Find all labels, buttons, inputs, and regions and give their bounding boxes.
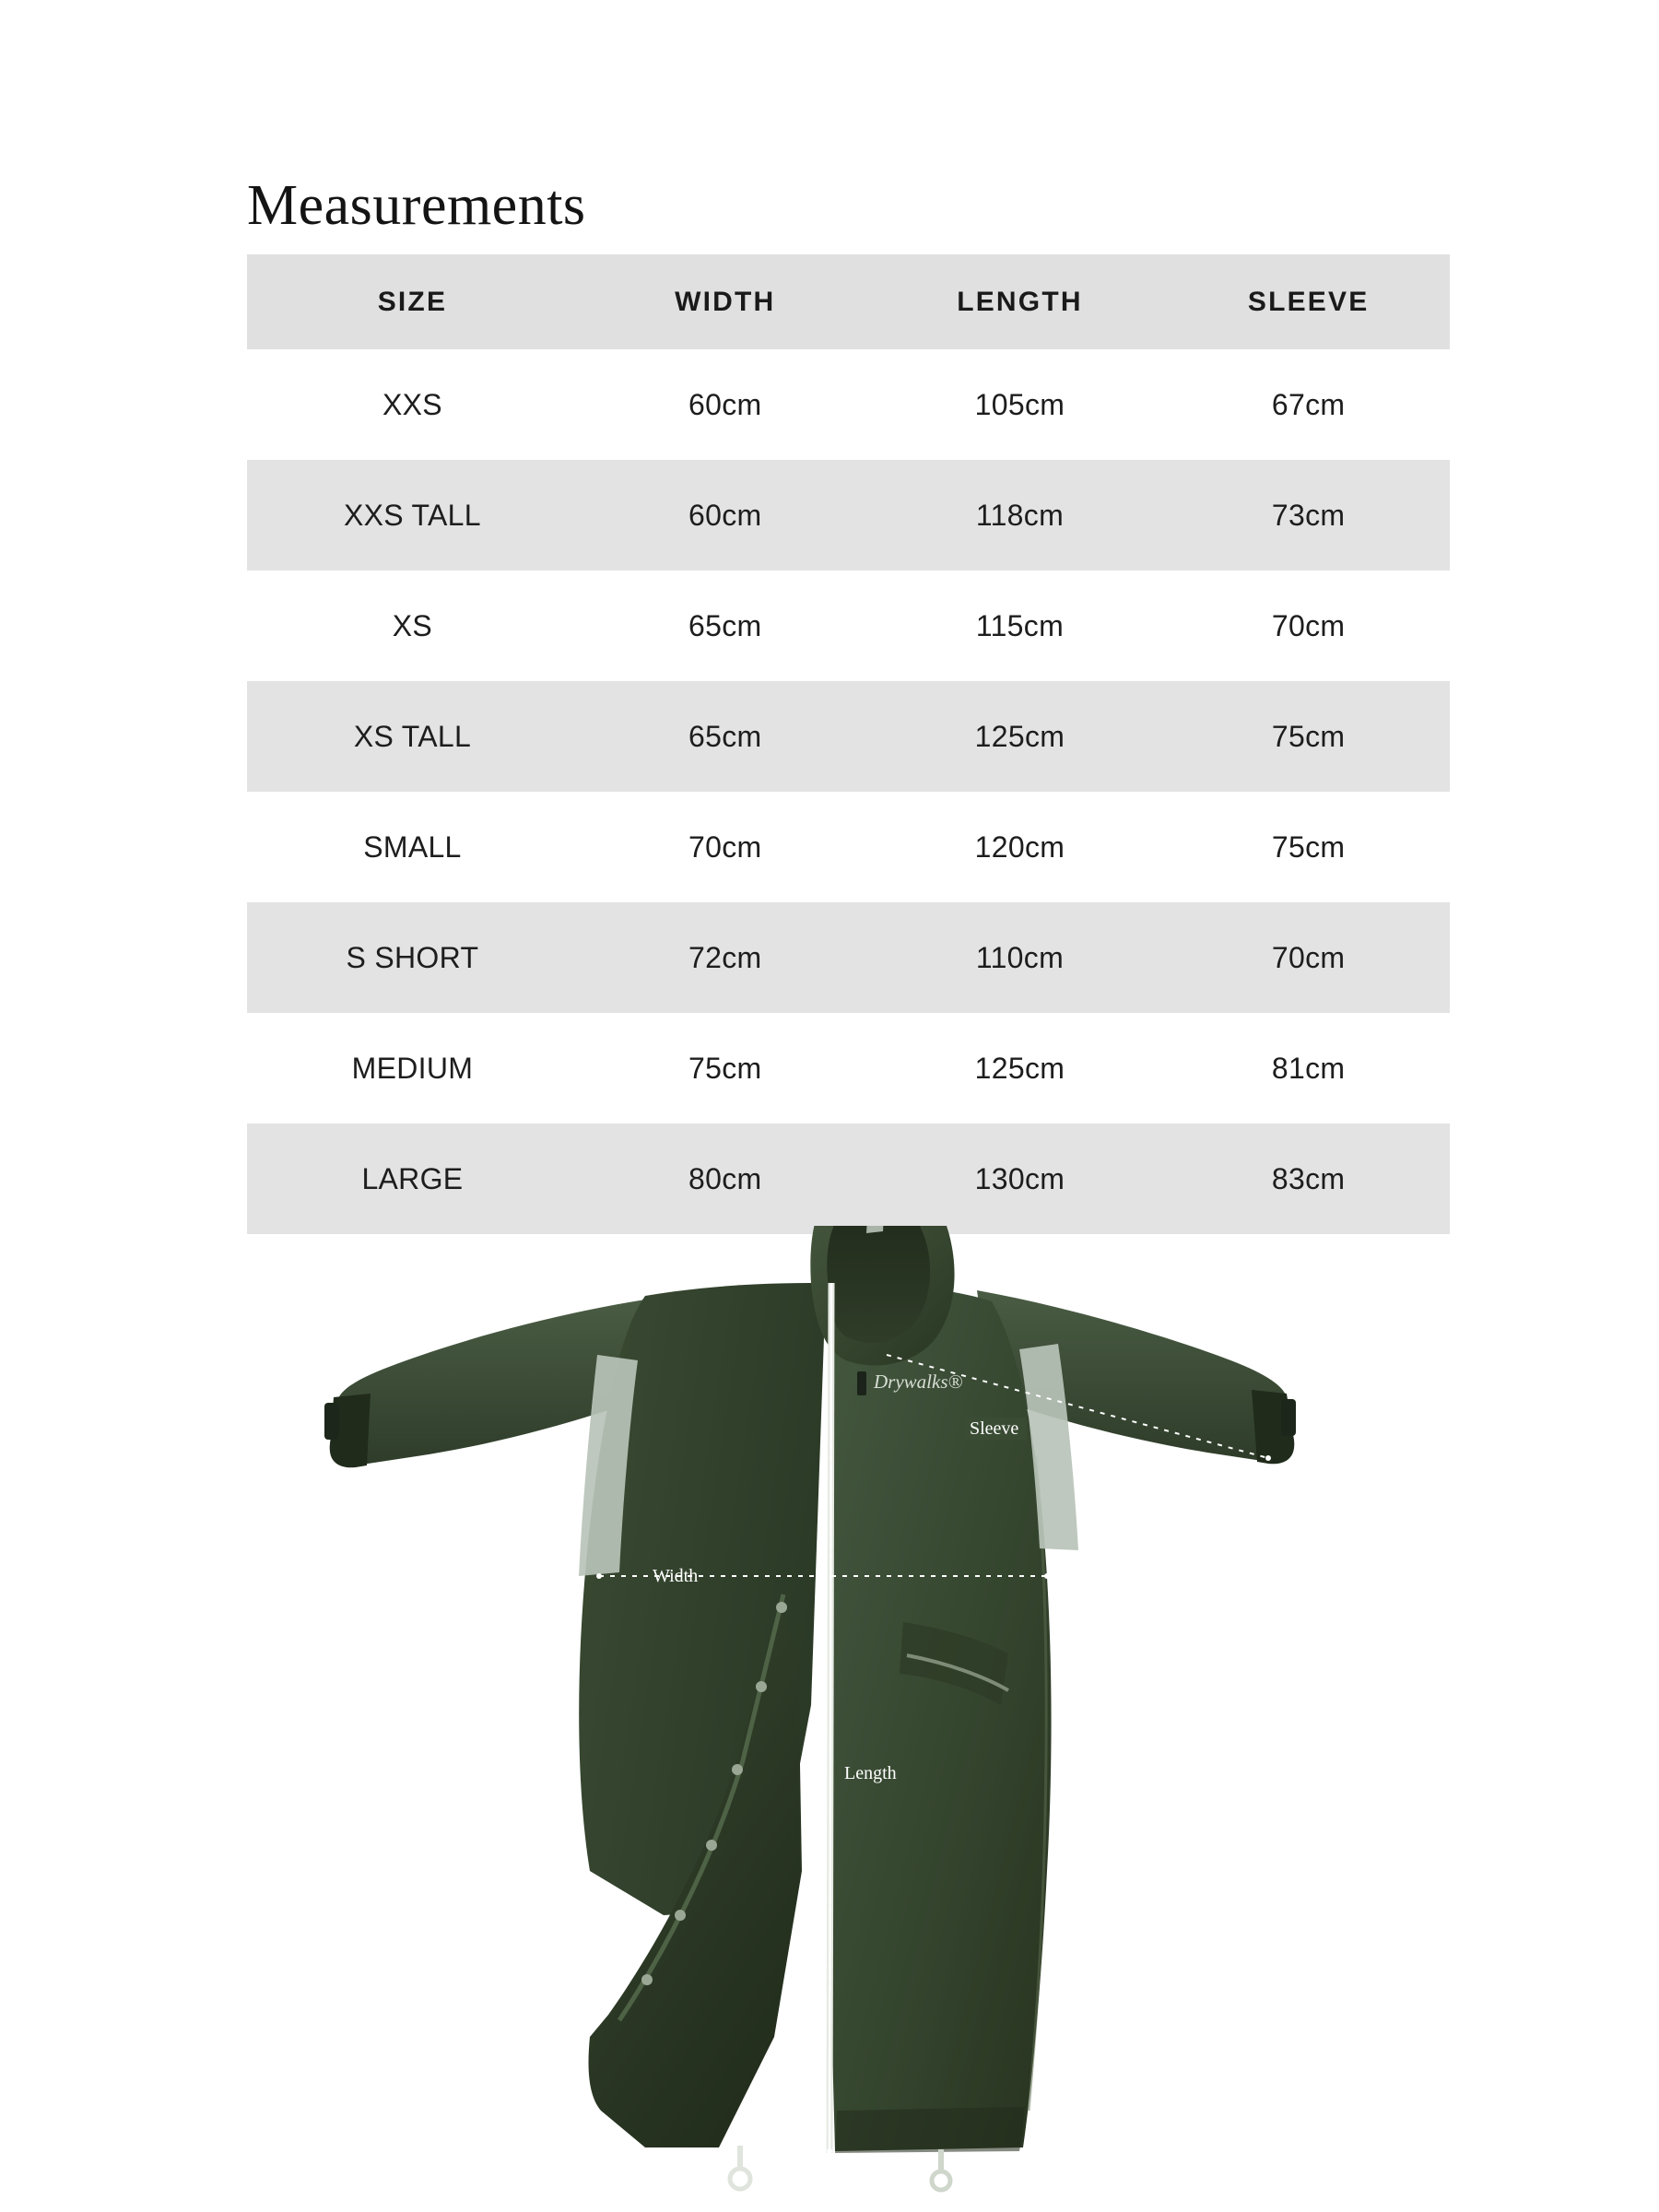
table-row [247, 792, 1450, 902]
cell-length: 118cm [873, 460, 1168, 571]
cell-size: S SHORT [247, 902, 578, 1013]
column-header-length: LENGTH [873, 254, 1168, 349]
cell-size: SMALL [247, 792, 578, 902]
cell-length: 125cm [873, 1013, 1168, 1124]
table-row [247, 1124, 1450, 1234]
table-row [247, 571, 1450, 681]
cell-length: 115cm [873, 571, 1168, 681]
cell-width: 60cm [578, 349, 873, 460]
cell-length: 110cm [873, 902, 1168, 1013]
cell-width: 60cm [578, 460, 873, 571]
cell-width: 65cm [578, 571, 873, 681]
cell-size: XS [247, 571, 578, 681]
column-header-size: SIZE [247, 254, 578, 349]
cell-sleeve: 73cm [1167, 460, 1450, 571]
cell-sleeve: 67cm [1167, 349, 1450, 460]
table-row [247, 1013, 1450, 1124]
cell-length: 125cm [873, 681, 1168, 792]
cell-sleeve: 75cm [1167, 792, 1450, 902]
cell-width: 75cm [578, 1013, 873, 1124]
jacket-diagram-svg [0, 1226, 1659, 2212]
page-title: Measurements [247, 173, 586, 237]
cell-length: 130cm [873, 1124, 1168, 1234]
left-cuff-tab [324, 1403, 339, 1440]
width-label: Width [653, 1566, 699, 1586]
right-cuff-tab [1281, 1399, 1296, 1436]
measurements-table [247, 254, 1450, 1234]
table-row [247, 349, 1450, 460]
flap-zip-pull [730, 2146, 750, 2189]
column-header-width: WIDTH [578, 254, 873, 349]
table-row [247, 681, 1450, 792]
cell-length: 105cm [873, 349, 1168, 460]
cell-sleeve: 70cm [1167, 571, 1450, 681]
length-label: Length [844, 1763, 897, 1783]
cell-width: 65cm [578, 681, 873, 792]
cell-width: 70cm [578, 792, 873, 902]
cell-width: 72cm [578, 902, 873, 1013]
cell-size: XXS TALL [247, 460, 578, 571]
hem-zip-pull [932, 2149, 950, 2190]
cell-length: 120cm [873, 792, 1168, 902]
cell-sleeve: 70cm [1167, 902, 1450, 1013]
cell-size: XS TALL [247, 681, 578, 792]
sleeve-label: Sleeve [970, 1418, 1019, 1439]
measurements-table-container [247, 254, 1450, 1234]
cell-sleeve: 75cm [1167, 681, 1450, 792]
cell-size: MEDIUM [247, 1013, 578, 1124]
brand-label: Drywalks® [874, 1371, 963, 1393]
table-row [247, 902, 1450, 1013]
hem-shade [835, 2107, 1025, 2153]
jacket-illustration [0, 1226, 1659, 2212]
table-row [247, 460, 1450, 571]
cell-sleeve: 81cm [1167, 1013, 1450, 1124]
cell-size: LARGE [247, 1124, 578, 1234]
column-header-sleeve: SLEEVE [1167, 254, 1450, 349]
cell-width: 80cm [578, 1124, 873, 1234]
cell-size: XXS [247, 349, 578, 460]
label-tab [857, 1371, 866, 1395]
cell-sleeve: 83cm [1167, 1124, 1450, 1234]
table-header-row [247, 254, 1450, 349]
